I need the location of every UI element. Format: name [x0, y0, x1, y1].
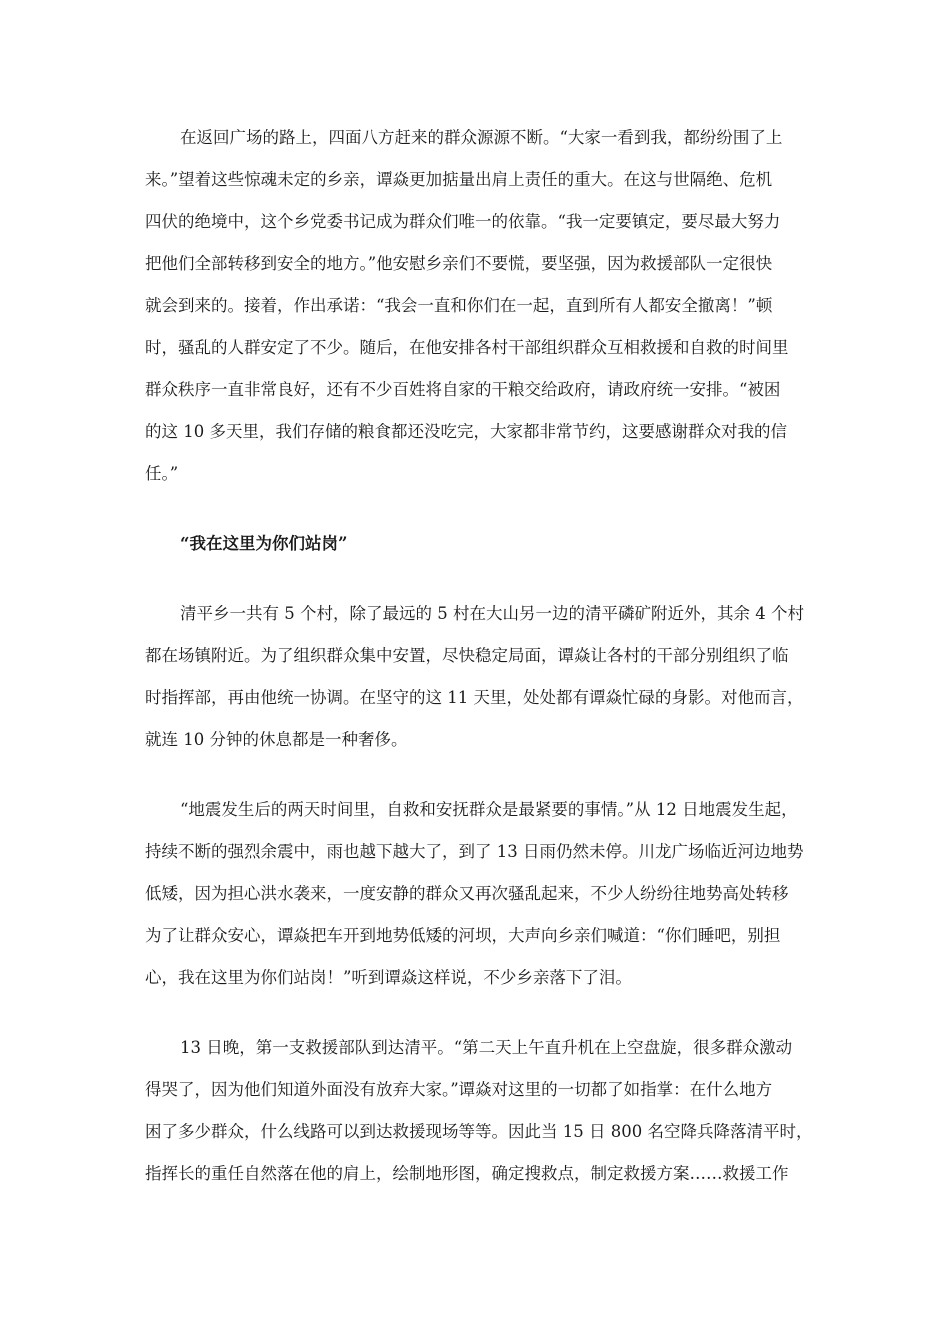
text-line: 得哭了，因为他们知道外面没有放弃大家。”谭焱对这里的一切都了如指掌：在什么地方 — [145, 1080, 773, 1099]
section-heading: “我在这里为你们站岗” — [180, 534, 348, 553]
text-line: “地震发生后的两天时间里，自救和安抚群众是最紧要的事情。”从 12 日地震发生起， — [180, 800, 798, 819]
text-line: 为了让群众安心，谭焱把车开到地势低矮的河坝，大声向乡亲们喊道：“你们睡吧，别担 — [145, 926, 781, 945]
text-line: 低矮，因为担心洪水袭来，一度安静的群众又再次骚乱起来，不少人纷纷往地势高处转移 — [145, 884, 789, 903]
text-line: 四伏的绝境中，这个乡党委书记成为群众们唯一的依靠。“我一定要镇定，要尽最大努力 — [145, 212, 781, 231]
text-line: 时指挥部，再由他统一协调。在坚守的这 11 天里，处处都有谭焱忙碌的身影。对他而言， — [145, 688, 804, 707]
text-line: 时，骚乱的人群安定了不少。随后，在他安排各村干部组织群众互相救援和自救的时间里 — [145, 338, 789, 357]
text-line: 在返回广场的路上，四面八方赶来的群众源源不断。“大家一看到我，都纷纷围了上 — [180, 128, 783, 147]
text-line: 都在场镇附近。为了组织群众集中安置，尽快稳定局面，谭焱让各村的干部分别组织了临 — [145, 646, 789, 665]
text-line: 的这 10 多天里，我们存储的粮食都还没吃完，大家都非常节约，这要感谢群众对我的信 — [145, 422, 787, 441]
text-line: 持续不断的强烈余震中，雨也越下越大了，到了 13 日雨仍然未停。川龙广场临近河边地势 — [145, 842, 804, 861]
text-line: 群众秩序一直非常良好，还有不少百姓将自家的干粮交给政府，请政府统一安排。“被困 — [145, 380, 781, 399]
text-line: 来。”望着这些惊魂未定的乡亲，谭焱更加掂量出肩上责任的重大。在这与世隔绝、危机 — [145, 170, 773, 189]
text-line: 就会到来的。接着，作出承诺：“我会一直和你们在一起，直到所有人都安全撤离！”顿 — [145, 296, 773, 315]
text-line: 心，我在这里为你们站岗！”听到谭焱这样说，不少乡亲落下了泪。 — [145, 968, 632, 987]
text-line: 就连 10 分钟的休息都是一种奢侈。 — [145, 730, 408, 749]
text-line: 把他们全部转移到安全的地方。”他安慰乡亲们不要慌，要坚强，因为救援部队一定很快 — [145, 254, 773, 273]
text-line: 困了多少群众，什么线路可以到达救援现场等等。因此当 15 日 800 名空降兵降落清平时， — [145, 1122, 813, 1141]
text-line: 指挥长的重任自然落在他的肩上，绘制地形图，确定搜救点，制定救援方案……救援工作 — [145, 1164, 789, 1183]
text-line: 清平乡一共有 5 个村，除了最远的 5 村在大山另一边的清平磷矿附近外，其余 4 个村 — [180, 604, 804, 623]
text-line: 任。” — [145, 464, 179, 483]
text-line: 13 日晚，第一支救援部队到达清平。“第二天上午直升机在上空盘旋，很多群众激动 — [180, 1038, 793, 1057]
